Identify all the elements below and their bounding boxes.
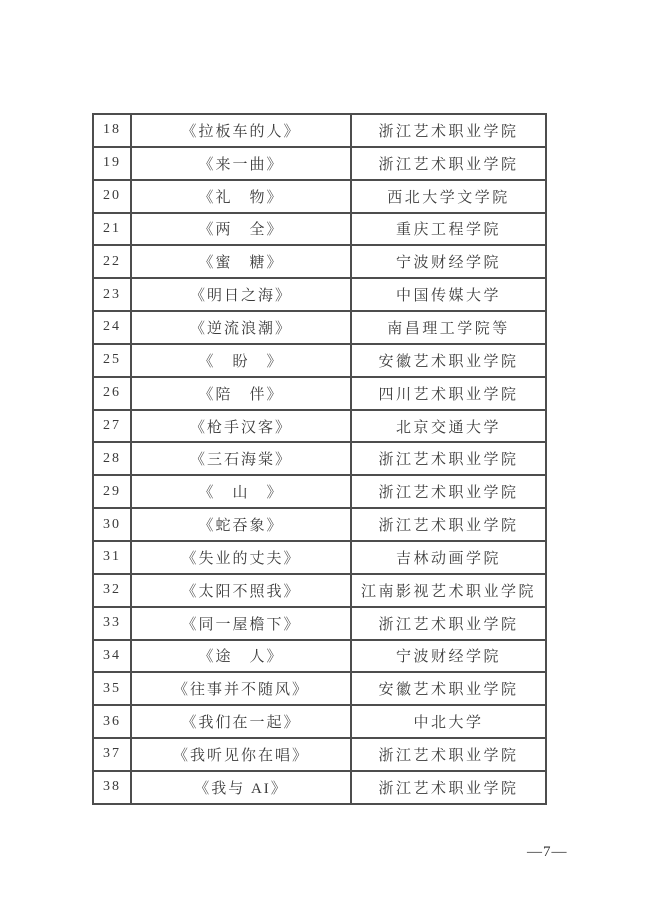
- entry-title-cell: 《枪手汉客》: [131, 410, 351, 443]
- table-row: [93, 672, 546, 705]
- entry-number-cell: 27: [93, 410, 131, 443]
- institution-cell: 吉林动画学院: [351, 541, 546, 574]
- entry-title-cell: 《拉板车的人》: [131, 114, 351, 147]
- entry-number-cell: 18: [93, 114, 131, 147]
- page-number: —7—: [527, 844, 568, 860]
- entry-number-cell: 22: [93, 245, 131, 278]
- entry-title-cell: 《蜜 糖》: [131, 245, 351, 278]
- table-row: [93, 377, 546, 410]
- entry-title-cell: 《 盼 》: [131, 344, 351, 377]
- entry-title-cell: 《逆流浪潮》: [131, 311, 351, 344]
- entry-number-cell: 34: [93, 640, 131, 673]
- table-row: [93, 705, 546, 738]
- table-row: [93, 541, 546, 574]
- table-row: [93, 245, 546, 278]
- entry-number-cell: 21: [93, 213, 131, 246]
- table-row: [93, 640, 546, 673]
- institution-cell: 北京交通大学: [351, 410, 546, 443]
- entry-number-cell: 30: [93, 508, 131, 541]
- institution-cell: 西北大学文学院: [351, 180, 546, 213]
- table-row: [93, 311, 546, 344]
- table-row: [93, 147, 546, 180]
- entry-number-cell: 20: [93, 180, 131, 213]
- institution-cell: 浙江艺术职业学院: [351, 475, 546, 508]
- table-row: [93, 475, 546, 508]
- institution-cell: 安徽艺术职业学院: [351, 344, 546, 377]
- table-row: [93, 574, 546, 607]
- institution-cell: 浙江艺术职业学院: [351, 607, 546, 640]
- institution-cell: 中国传媒大学: [351, 278, 546, 311]
- table-row: [93, 410, 546, 443]
- entry-title-cell: 《礼 物》: [131, 180, 351, 213]
- entry-title-cell: 《陪 伴》: [131, 377, 351, 410]
- entry-title-cell: 《我与 AI》: [131, 771, 351, 804]
- institution-cell: 浙江艺术职业学院: [351, 738, 546, 771]
- results-table-body: [93, 114, 546, 804]
- institution-cell: 安徽艺术职业学院: [351, 672, 546, 705]
- entry-number-cell: 25: [93, 344, 131, 377]
- results-table: [92, 113, 547, 805]
- entry-number-cell: 26: [93, 377, 131, 410]
- table-row: [93, 344, 546, 377]
- entry-title-cell: 《太阳不照我》: [131, 574, 351, 607]
- entry-number-cell: 28: [93, 442, 131, 475]
- table-row: [93, 738, 546, 771]
- entry-number-cell: 32: [93, 574, 131, 607]
- entry-title-cell: 《来一曲》: [131, 147, 351, 180]
- entry-title-cell: 《我听见你在唱》: [131, 738, 351, 771]
- entry-title-cell: 《往事并不随风》: [131, 672, 351, 705]
- table-row: [93, 771, 546, 804]
- entry-title-cell: 《同一屋檐下》: [131, 607, 351, 640]
- entry-number-cell: 37: [93, 738, 131, 771]
- institution-cell: 浙江艺术职业学院: [351, 508, 546, 541]
- institution-cell: 中北大学: [351, 705, 546, 738]
- entry-title-cell: 《途 人》: [131, 640, 351, 673]
- table-row: [93, 213, 546, 246]
- entry-number-cell: 29: [93, 475, 131, 508]
- entry-number-cell: 33: [93, 607, 131, 640]
- entry-title-cell: 《失业的丈夫》: [131, 541, 351, 574]
- institution-cell: 浙江艺术职业学院: [351, 114, 546, 147]
- institution-cell: 江南影视艺术职业学院: [351, 574, 546, 607]
- entry-number-cell: 19: [93, 147, 131, 180]
- institution-cell: 浙江艺术职业学院: [351, 771, 546, 804]
- table-row: [93, 508, 546, 541]
- institution-cell: 四川艺术职业学院: [351, 377, 546, 410]
- table-row: [93, 180, 546, 213]
- table-row: [93, 114, 546, 147]
- entry-number-cell: 36: [93, 705, 131, 738]
- entry-title-cell: 《我们在一起》: [131, 705, 351, 738]
- entry-title-cell: 《三石海棠》: [131, 442, 351, 475]
- entry-number-cell: 35: [93, 672, 131, 705]
- table-row: [93, 607, 546, 640]
- entry-title-cell: 《明日之海》: [131, 278, 351, 311]
- institution-cell: 浙江艺术职业学院: [351, 147, 546, 180]
- entry-title-cell: 《蛇吞象》: [131, 508, 351, 541]
- entry-number-cell: 31: [93, 541, 131, 574]
- institution-cell: 宁波财经学院: [351, 640, 546, 673]
- table-row: [93, 442, 546, 475]
- institution-cell: 浙江艺术职业学院: [351, 442, 546, 475]
- institution-cell: 宁波财经学院: [351, 245, 546, 278]
- institution-cell: 南昌理工学院等: [351, 311, 546, 344]
- entry-number-cell: 38: [93, 771, 131, 804]
- table-row: [93, 278, 546, 311]
- entry-title-cell: 《 山 》: [131, 475, 351, 508]
- institution-cell: 重庆工程学院: [351, 213, 546, 246]
- entry-number-cell: 23: [93, 278, 131, 311]
- entry-title-cell: 《两 全》: [131, 213, 351, 246]
- entry-number-cell: 24: [93, 311, 131, 344]
